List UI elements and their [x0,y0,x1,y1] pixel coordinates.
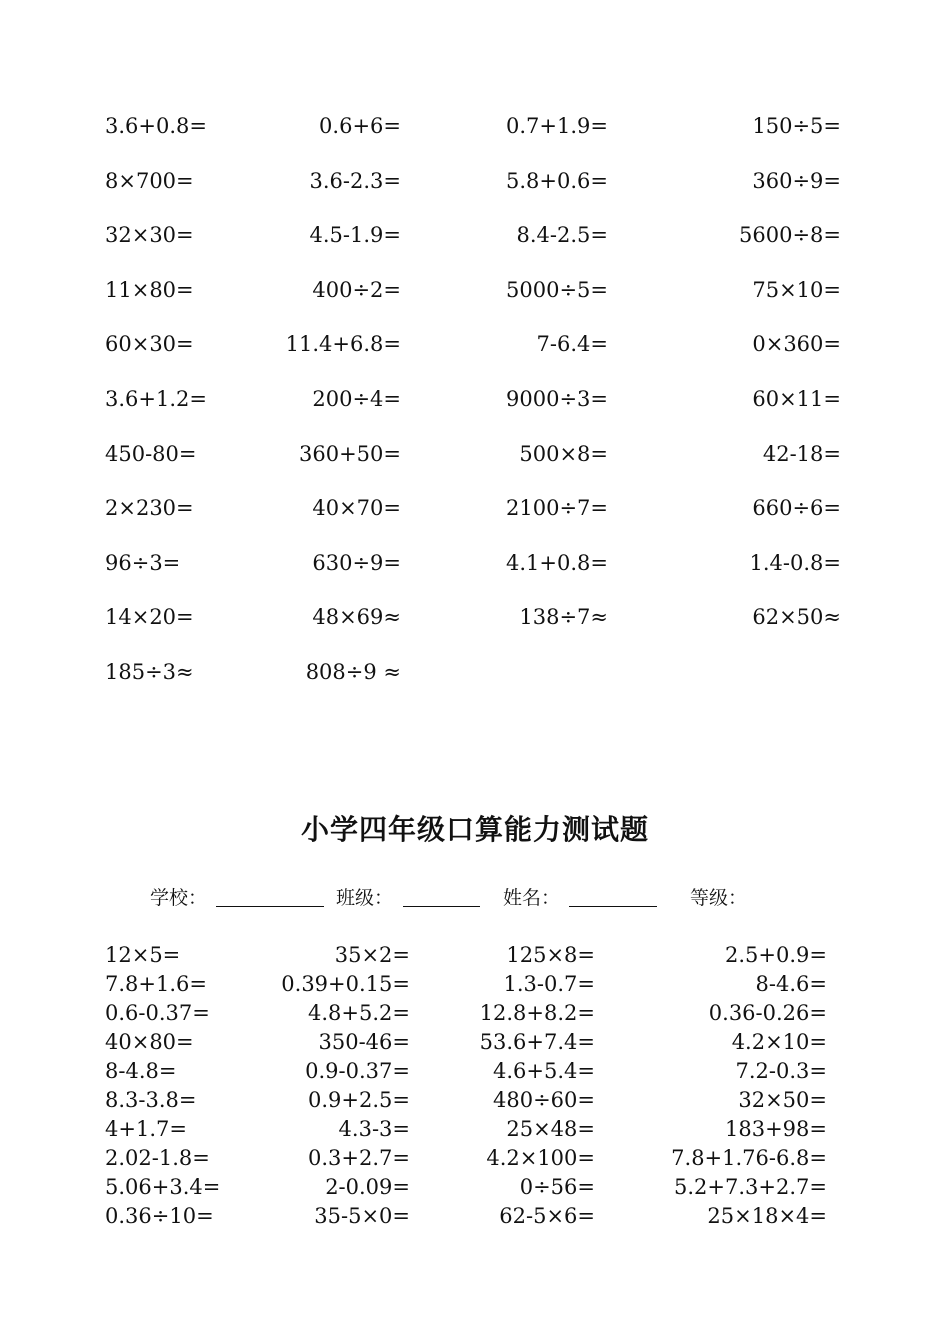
problem-cell: 8×700= [105,168,194,193]
school-label: 学校： [150,887,208,909]
problem-cell: 1.3-0.7= [503,972,595,996]
problem-cell: 75×10= [752,277,841,302]
problem-cell: 32×30= [105,223,194,248]
problem-cell: 0.9-0.37= [305,1059,410,1083]
problem-cell: 5.8+0.6= [506,168,608,193]
problem-cell: 138÷7≈ [519,605,608,630]
problem-cell: 60×30= [105,332,194,357]
problem-cell: 35-5×0= [314,1204,410,1228]
problem-cell: 660÷6= [752,496,841,521]
problem-cell: 40×70= [312,496,401,521]
problem-cell: 4.8+5.2= [308,1001,410,1025]
problem-cell: 808÷9 ≈ [305,660,401,684]
problem-cell: 4.2×10= [731,1030,827,1054]
problem-cell: 12×5= [105,943,181,967]
problem-cell: 0.39+0.15= [281,972,410,996]
problem-cell: 0.9+2.5= [308,1088,410,1112]
problem-cell: 4.2×100= [486,1146,595,1170]
problem-cell: 3.6+0.8= [105,114,207,138]
problem-cell: 185÷3≈ [105,660,194,684]
problem-cell: 4.5-1.9= [309,223,401,248]
problem-cell: 7.8+1.76-6.8= [671,1146,827,1170]
problem-cell: 4.6+5.4= [493,1059,595,1083]
problem-cell: 0.6-0.37= [105,1001,210,1025]
problem-cell: 12.8+8.2= [479,1001,595,1025]
problem-cell: 40×80= [105,1030,194,1054]
problem-cell: 4.3-3= [338,1117,410,1141]
problem-cell: 60×11= [752,387,841,411]
problem-cell: 125×8= [506,943,595,967]
problem-cell: 8.4-2.5= [516,223,608,248]
school-field-line[interactable] [216,906,324,907]
problem-cell: 183+98= [725,1117,827,1141]
problem-cell: 4.1+0.8= [506,550,608,575]
problem-cell: 62-5×6= [499,1204,595,1228]
problem-cell: 42-18= [762,441,841,466]
problem-cell: 500×8= [519,441,608,466]
problem-cell: 0÷56= [519,1175,595,1199]
problem-cell: 2×230= [105,496,194,521]
problem-cell: 360÷9= [752,168,841,193]
problem-cell: 35×2= [334,943,410,967]
problem-cell: 8.3-3.8= [105,1088,197,1112]
problem-cell: 96÷3= [105,550,181,575]
class-field-line[interactable] [403,906,480,907]
problem-cell: 5.2+7.3+2.7= [674,1175,827,1199]
problem-cell: 0.3+2.7= [308,1146,410,1170]
problem-cell: 32×50= [738,1088,827,1112]
problem-cell: 350-46= [318,1030,410,1054]
problem-cell: 11.4+6.8= [285,332,401,357]
problem-cell: 0.7+1.9= [506,114,608,138]
problem-cell: 9000÷3= [506,387,608,411]
problem-cell: 0×360= [752,332,841,357]
problem-cell: 11×80= [105,277,194,302]
problem-cell: 2.02-1.8= [105,1146,210,1170]
problem-cell: 14×20= [105,605,194,630]
problem-cell: 2.5+0.9= [725,943,827,967]
problem-cell: 8-4.8= [105,1059,177,1083]
problem-cell: 0.36-0.26= [708,1001,827,1025]
problem-cell: 5.06+3.4= [105,1175,221,1199]
problem-cell: 0.36÷10= [105,1204,214,1228]
problem-cell: 2100÷7= [506,496,608,521]
problem-cell: 150÷5= [752,114,841,138]
problem-cell: 1.4-0.8= [749,550,841,575]
problem-cell: 4+1.7= [105,1117,187,1141]
name-field-line[interactable] [569,906,657,907]
problem-cell: 630÷9= [312,550,401,575]
name-label: 姓名： [503,887,561,909]
problem-cell: 5600÷8= [739,223,841,248]
problem-cell: 3.6-2.3= [309,168,401,193]
problem-cell: 0.6+6= [319,114,401,138]
problem-cell: 53.6+7.4= [479,1030,595,1054]
problem-cell: 450-80= [105,441,197,466]
problem-cell: 7.2-0.3= [735,1059,827,1083]
problem-cell: 48×69≈ [312,605,401,630]
problem-cell: 62×50≈ [752,605,841,630]
problem-cell: 200÷4= [312,387,401,411]
problem-cell: 25×48= [506,1117,595,1141]
class-label: 班级： [336,887,394,909]
problem-cell: 7-6.4= [536,332,608,357]
problem-cell: 3.6+1.2= [105,387,207,411]
problem-cell: 7.8+1.6= [105,972,207,996]
problem-cell: 480÷60= [493,1088,595,1112]
worksheet-title: 小学四年级口算能力测试题 [300,813,649,846]
problem-cell: 25×18×4= [707,1204,827,1228]
problem-cell: 8-4.6= [755,972,827,996]
problem-cell: 5000÷5= [506,277,608,302]
problem-cell: 2-0.09= [325,1175,410,1199]
problem-cell: 400÷2= [312,277,401,302]
problem-cell: 360+50= [299,441,401,466]
grade-label: 等级： [690,887,748,909]
